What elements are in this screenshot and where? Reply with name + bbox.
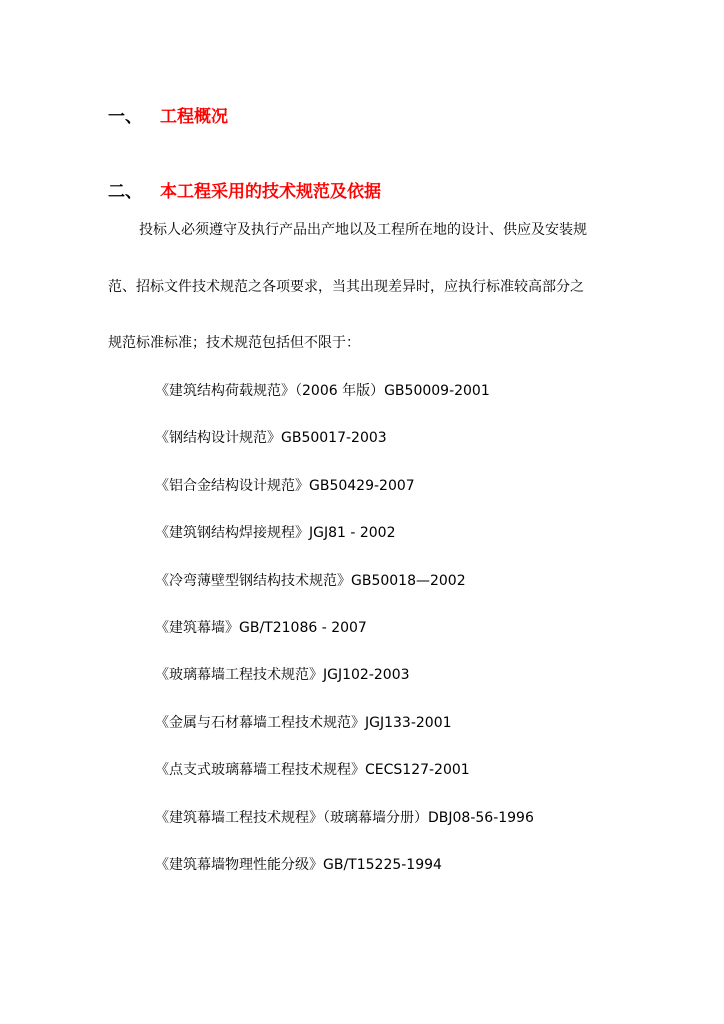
standard-item: 《建筑幕墙》GB/T21086 - 2007 [155, 619, 367, 636]
section-title-1: 工程概况 [160, 107, 228, 127]
section-number-1: 一、 [108, 107, 142, 127]
intro-line-1: 投标人必须遵守及执行产品出产地以及工程所在地的设计、供应及安装规 [139, 222, 587, 238]
intro-line-2: 范、招标文件技术规范之各项要求，当其出现差异时，应执行标准较高部分之 [108, 279, 584, 295]
standard-item: 《建筑结构荷载规范》（2006 年版）GB50009-2001 [155, 383, 490, 399]
standard-item: 《建筑幕墙工程技术规程》（玻璃幕墙分册）DBJ08-56-1996 [155, 809, 534, 826]
standards-list [155, 380, 534, 901]
section-number-2: 二、 [108, 182, 142, 202]
standard-item: 《铝合金结构设计规范》GB50429-2007 [155, 477, 415, 494]
standard-item: 《钢结构设计规范》GB50017-2003 [155, 430, 387, 447]
section-heading-1 [108, 105, 228, 129]
standard-item: 《建筑钢结构焊接规程》JGJ81 - 2002 [155, 525, 396, 542]
standard-item: 《金属与石材幕墙工程技术规范》JGJ133-2001 [155, 714, 452, 731]
standard-item: 《点支式玻璃幕墙工程技术规程》CECS127-2001 [155, 762, 470, 779]
intro-line-3: 规范标准标准；技术规范包括但不限于： [108, 335, 360, 351]
standard-item: 《冷弯薄壁型钢结构技术规范》GB50018—2002 [155, 572, 466, 589]
standard-item: 《玻璃幕墙工程技术规范》JGJ102-2003 [155, 667, 410, 684]
section-title-2: 本工程采用的技术规范及依据 [160, 182, 381, 202]
standard-item: 《建筑幕墙物理性能分级》GB/T15225-1994 [155, 856, 442, 873]
section-heading-2 [108, 180, 381, 204]
